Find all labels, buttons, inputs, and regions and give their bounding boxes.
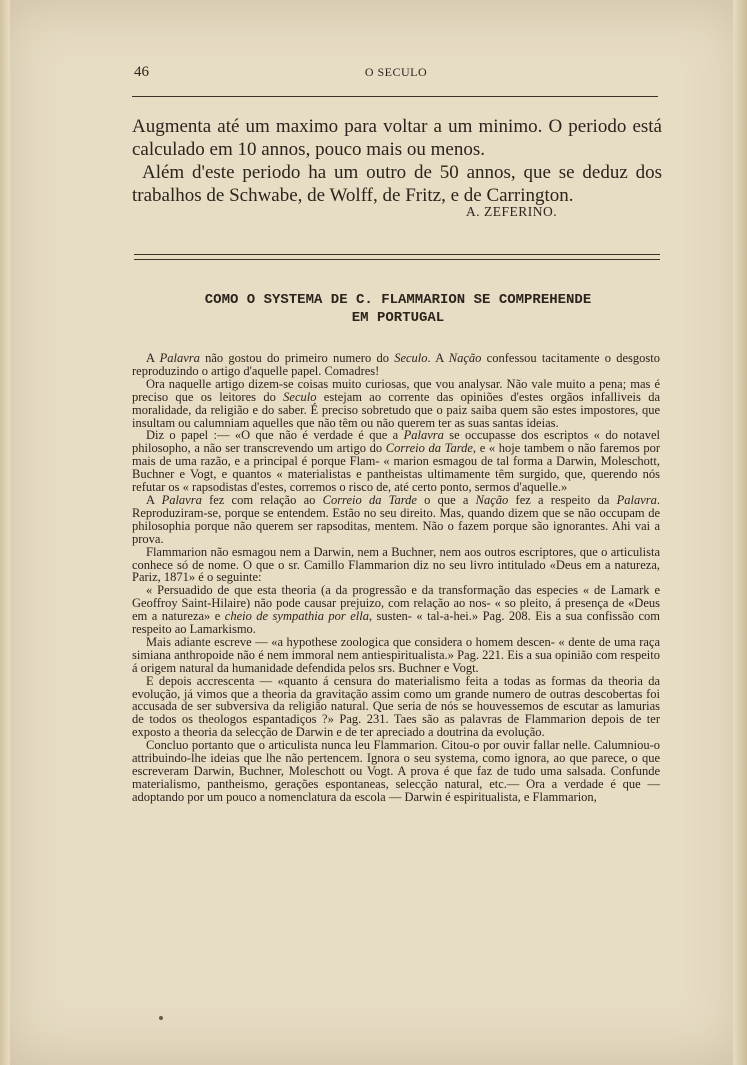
text-run: Mais adiante escreve — «a hypothese zoologica que considera o homem descen- « dente de uma raça simiana anthropoide não é nem immoral nem antiespiritualista.» Pag. 221. Eis a sua opinião com respeito á origem natural da humanidade defendida pelos srs. Buchner e Vogt. — [132, 634, 660, 675]
paper-speck — [159, 1016, 163, 1020]
article-title — [160, 291, 636, 327]
text-run: confessou tacitamente o desgosto reproduzindo o artigo d'aquelle papel. Comadres! — [132, 351, 661, 378]
article-paragraph — [132, 739, 660, 804]
text-run: fez a respeito da — [508, 492, 617, 507]
article-paragraph — [132, 675, 660, 740]
text-run: « Persuadido de que esta theoria (a da progressão e da transformação das especies « de Lamark e Geoffroy Saint-Hilaire) não pode causar prejuizo, com relação ao nos- « so pleito, á presença de «Deus em a natureza» e — [132, 583, 660, 624]
text-run: . A — [427, 351, 449, 365]
text-run: não gostou do primeiro numero do — [199, 351, 395, 365]
text-run: fez com relação ao — [201, 492, 323, 507]
text-run: , e « hoje tambem o não faremos por mais de uma razão, e a principal é porque Flam- « marion esmagou de tal forma a Darwin, Moleschott, Buchner e Vogt, e quantos « materialistas e pantheistas ultimamente têm surgido, que, querendo nós refutar os « rapsodistas d'estes, corremos o risco de, até certo ponto, sermos d'aquelle.» — [132, 441, 660, 495]
section-divider-bottom — [134, 259, 660, 260]
article-title-line: COMO O SYSTEMA DE C. FLAMMARION SE COMPREHENDE — [204, 292, 592, 308]
page-header — [134, 64, 658, 86]
italic-title: Nação — [448, 351, 482, 365]
article-title-line: EM PORTUGAL — [351, 310, 445, 326]
text-run: Concluo portanto que o articulista nunca leu Flammarion. Citou-o por ouvir fallar nelle. Calumniou-o attribuindo-lhe ideias que lhe não pertencem. Ignora o seu systema, como ignora, ao que parece, o que escreveram Darwin, Buchner, Moleschott ou Vogt. A prova é que faz de tudo uma salsada. Confunde materialismo, pantheismo, gerações espontaneas, selecção natural, etc.— Ora a verdade é que — adoptando por um pouco a nomenclatura da escola — Darwin é espiritualista, e Flammarion, — [132, 738, 660, 804]
article-paragraph — [132, 429, 660, 494]
text-run: o que a — [416, 492, 476, 507]
italic-title: Palavra — [161, 492, 202, 507]
article-paragraph — [132, 584, 660, 636]
text-run: E depois accrescenta — «quanto á censura do materialismo feita a todas as formas da theoria da evolução, já vimos que a theoria da gravitação assim como um grande numero de outras descobertas foi accusada de ser subversiva da religião natural. Que seria de nós se houvessemos de escutar as lamurias de todos os theologos espantadiços ?» Pag. 231. Taes são as palavras de Flammarion depois de ter exposto a theoria da selecção de Darwin e de ter apreciado a doutrina da evolução. — [132, 673, 660, 740]
page-left-edge — [0, 0, 10, 1065]
text-run: A — [146, 351, 160, 365]
continuation-paragraph: Augmenta até um maximo para voltar a um minimo. O periodo está calculado em 10 annos, pouco mais ou menos. — [132, 116, 662, 160]
text-run: , susten- « tal-a-hei.» Pag. 208. Eis a sua confissão com respeito ao Lamarkismo. — [132, 609, 660, 637]
article-paragraph — [132, 378, 660, 430]
italic-title: Seculo — [394, 351, 428, 365]
italic-title: Seculo — [283, 389, 317, 404]
header-rule — [132, 96, 658, 97]
article-paragraph — [132, 636, 660, 675]
italic-title: Correio da Tarde — [385, 441, 473, 456]
article-paragraph — [132, 494, 660, 546]
italic-title: cheio de sympathia por ella — [224, 609, 369, 624]
italic-title: Palavra — [616, 492, 657, 507]
text-run: A — [146, 492, 162, 507]
text-run: Ora naquelle artigo dizem-se coisas muito curiosas, que vou analysar. Não vale muito a pena; mas é preciso que os leitores do — [132, 376, 660, 404]
page-right-edge — [733, 0, 747, 1065]
italic-title: Palavra — [159, 351, 200, 365]
section-divider-top — [134, 254, 660, 255]
article-paragraph — [132, 352, 660, 378]
running-title: O SECULO — [364, 65, 428, 79]
italic-title: Palavra — [403, 428, 444, 443]
continuation-paragraph: Além d'este periodo ha um outro de 50 annos, que se deduz dos trabalhos de Schwabe, de Wolff, de Fritz, e de Carrington. — [132, 162, 662, 206]
text-run: se occupasse dos escriptos « do notavel philosopho, a não ser transcrevendo um artigo do — [132, 428, 660, 456]
text-run: estejam ao corrente das opiniões d'estes orgãos infalliveis da moralidade, da religião e do saber. É preciso sobretudo que o paiz saiba quem são estes impostores, que insultam ou calumniam aquelles que não têm ou não querem ter as suas santas ideias. — [132, 389, 660, 430]
italic-title: Correio da Tarde — [322, 492, 417, 507]
article-paragraph — [132, 546, 660, 585]
article-body — [132, 352, 660, 804]
page-number: 46 — [134, 64, 149, 80]
text-run: Flammarion não esmagou nem a Darwin, nem a Buchner, nem aos outros escriptores, que o articulista conhece só de nome. O que o sr. Camillo Flammarion diz no seu livro intitulado «Deus em a natureza, Pariz, 1871» é o seguinte: — [132, 544, 660, 585]
author-signature: A. ZEFERINO. — [466, 204, 558, 219]
italic-title: Nação — [475, 492, 509, 507]
text-run: Diz o papel :— «O que não é verdade é que a — [146, 428, 404, 443]
previous-article-ending — [132, 115, 662, 207]
text-run: . Reproduziram-se, porque se entendem. Estão no seu direito. Mas, quando dizem que se não occupam de philosophia porque não querem ser rapsoditas, mentem. Não o fazem porque são ignorantes. Ahi vai a prova. — [132, 492, 660, 546]
